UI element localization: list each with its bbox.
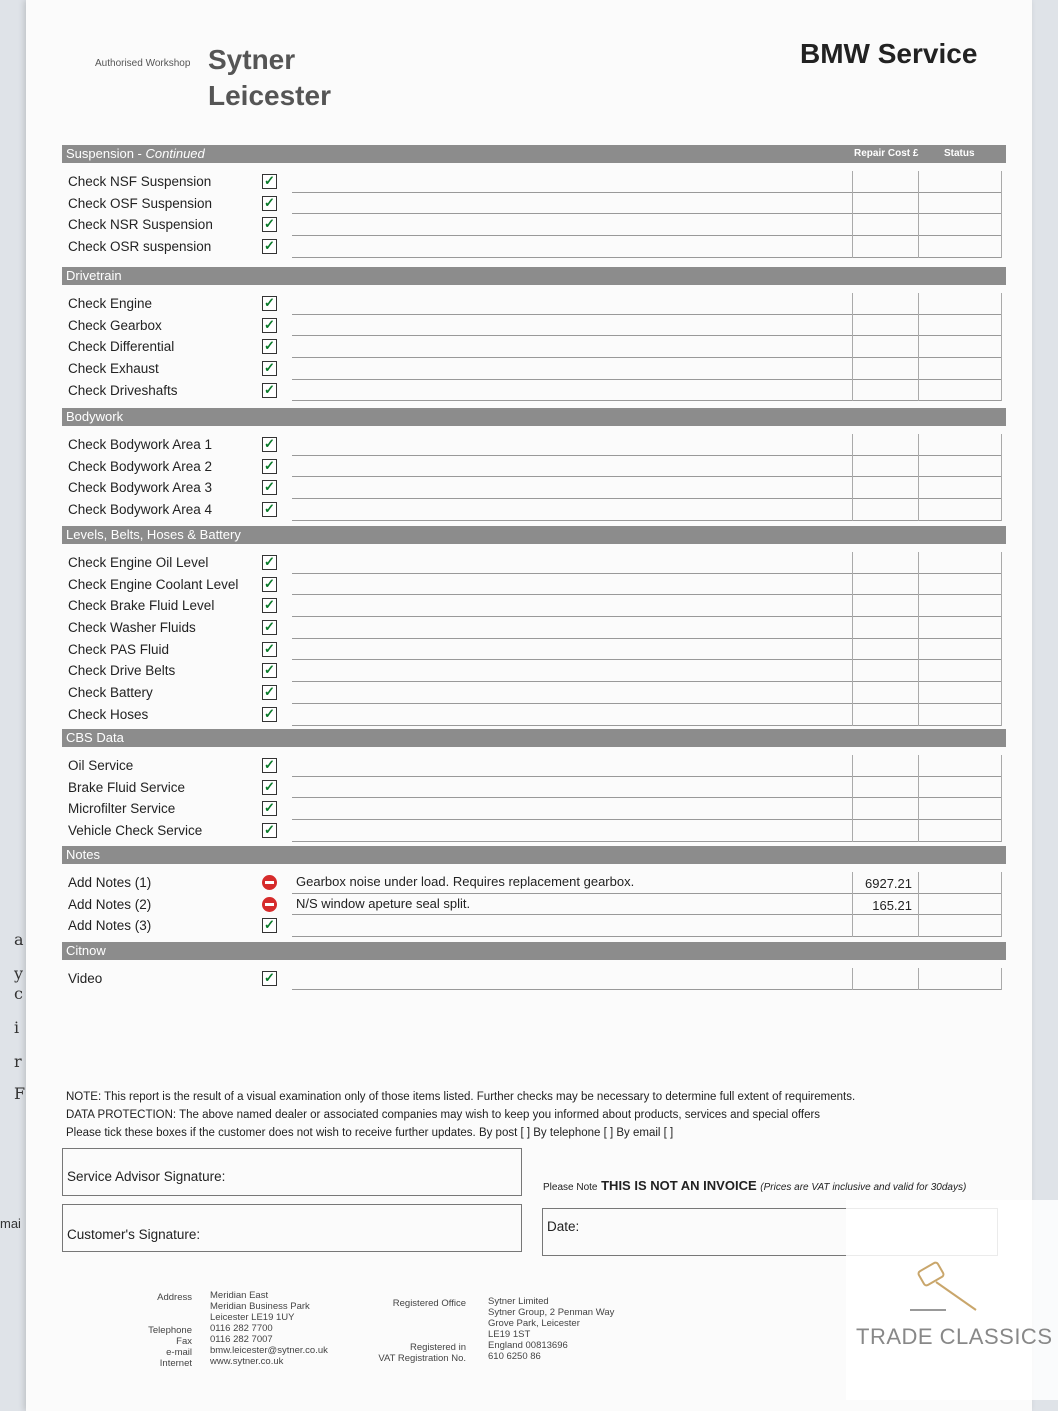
row-rule [852, 293, 853, 315]
row-rule [1001, 477, 1002, 499]
footer-label: Address [157, 1292, 192, 1303]
check-row [62, 660, 1006, 682]
check-label: Check Bodywork Area 3 [68, 480, 213, 496]
row-rule [852, 798, 853, 820]
check-row [62, 704, 1006, 726]
row-rule [918, 336, 919, 358]
margin-letter: F [14, 1084, 26, 1103]
row-rule [918, 682, 919, 704]
checkmark-icon: ✓ [262, 502, 277, 517]
footer-value: bmw.leicester@sytner.co.uk [210, 1345, 328, 1356]
row-rule [1001, 755, 1002, 777]
footer-value: Leicester LE19 1UY [210, 1312, 295, 1323]
check-row [62, 456, 1006, 478]
check-row [62, 193, 1006, 215]
checkmark-icon: ✓ [262, 642, 277, 657]
checkmark-icon: ✓ [262, 174, 277, 189]
row-rule [1001, 499, 1002, 521]
watermark [846, 1200, 1058, 1400]
check-row [62, 214, 1006, 236]
check-row [62, 434, 1006, 456]
check-row [62, 894, 1006, 916]
margin-letter: r [14, 1052, 22, 1071]
section-title-continued: Continued [145, 146, 205, 161]
check-label: Check Battery [68, 685, 153, 701]
disclaimer-note: NOTE: This report is the result of a visual examination only of those items listed. Further checks may be necessary to determine full extent of requirements. [66, 1091, 856, 1103]
row-rule [918, 595, 919, 617]
row-rule [1001, 236, 1002, 258]
check-label: Check Bodywork Area 1 [68, 437, 213, 452]
section-header [62, 526, 1006, 544]
repair-cost: 6927.21 [865, 876, 912, 891]
margin-word: mai [0, 1216, 21, 1231]
check-label: Check Bodywork Area 2 [68, 458, 213, 474]
check-label: Add Notes (3) [68, 918, 152, 934]
check-row [62, 777, 1006, 799]
checkmark-icon: ✓ [262, 577, 277, 592]
footer-values-left [210, 1290, 370, 1367]
row-rule [1001, 968, 1002, 990]
footer-value: England 00813696 [488, 1340, 568, 1351]
checkmark-icon: ✓ [262, 480, 277, 495]
check-label: Oil Service [68, 758, 134, 773]
row-rule [852, 820, 853, 842]
row-rule [1001, 682, 1002, 704]
footer-value: Grove Park, Leicester [488, 1318, 580, 1329]
row-rule [292, 257, 1002, 258]
row-rule [1001, 574, 1002, 596]
row-rule [292, 989, 1002, 990]
checkmark-icon: ✓ [262, 780, 277, 795]
row-rule [918, 236, 919, 258]
row-rule [918, 380, 919, 402]
check-row [62, 820, 1006, 842]
row-rule [852, 682, 853, 704]
check-row [62, 682, 1006, 704]
check-row [62, 315, 1006, 337]
checkmark-icon: ✓ [262, 437, 277, 452]
checkmark-icon: ✓ [262, 663, 277, 678]
section [62, 408, 1006, 521]
section-header [62, 846, 1006, 864]
check-row [62, 380, 1006, 402]
checkmark-icon: ✓ [262, 318, 277, 333]
check-label: Check NSF Suspension [68, 174, 212, 189]
check-label: Check Engine Coolant Level [68, 576, 239, 592]
dealer-line-2: Leicester [208, 80, 331, 111]
section-header [62, 267, 1006, 285]
check-row [62, 755, 1006, 777]
row-rule [292, 936, 1002, 937]
checkmark-icon: ✓ [262, 758, 277, 773]
footer-values-right [488, 1296, 638, 1362]
footer-value: 610 6250 86 [488, 1351, 541, 1362]
footer-value: Sytner Limited [488, 1296, 549, 1307]
check-label: Check PAS Fluid [68, 641, 170, 657]
row-rule [852, 777, 853, 799]
footer-label: Telephone [148, 1325, 192, 1336]
row-rule [1001, 293, 1002, 315]
advisor-signature-box[interactable] [62, 1148, 522, 1196]
row-rule [852, 704, 853, 726]
check-label: Check Exhaust [68, 361, 159, 377]
authorised-label: Authorised Workshop [95, 58, 191, 69]
row-rule [852, 171, 853, 193]
check-row [62, 293, 1006, 315]
row-rule [918, 193, 919, 215]
check-label: Microfilter Service [68, 801, 176, 817]
row-rule [918, 214, 919, 236]
check-row [62, 358, 1006, 380]
checkmark-icon: ✓ [262, 598, 277, 613]
section [62, 526, 1006, 726]
section-title: Levels, Belts, Hoses & Battery [66, 527, 241, 542]
footer-value: www.sytner.co.uk [210, 1356, 284, 1367]
section-title: Bodywork [66, 409, 124, 424]
check-label: Check Differential [68, 339, 175, 355]
row-rule [1001, 380, 1002, 402]
check-row [62, 477, 1006, 499]
margin-letter: i [14, 1018, 20, 1037]
row-rule [918, 552, 919, 574]
check-row [62, 499, 1006, 521]
check-label: Brake Fluid Service [68, 779, 186, 795]
row-rule [918, 358, 919, 380]
footer-value: Meridian Business Park [210, 1301, 310, 1312]
row-rule [918, 639, 919, 661]
row-rule [292, 841, 1002, 842]
section-title: CBS Data [66, 730, 124, 745]
row-rule [292, 725, 1002, 726]
checkmark-icon: ✓ [262, 685, 277, 700]
row-rule [1001, 704, 1002, 726]
row-rule [918, 434, 919, 456]
dealer-line-1: Sytner [208, 44, 296, 75]
checkmark-icon: ✓ [262, 361, 277, 376]
check-label: Check Brake Fluid Level [68, 598, 215, 614]
row-rule [852, 915, 853, 937]
check-label: Add Notes (2) [68, 896, 152, 912]
section [62, 846, 1006, 937]
check-row [62, 236, 1006, 258]
check-row [62, 595, 1006, 617]
row-rule [918, 293, 919, 315]
footer-label: Registered in [410, 1342, 466, 1353]
section [62, 729, 1006, 842]
check-label: Check OSF Suspension [68, 195, 213, 211]
footer-label: Internet [159, 1358, 192, 1369]
row-rule [852, 193, 853, 215]
margin-letter: a [14, 930, 24, 949]
footer-label: Fax [176, 1336, 192, 1347]
row-rule [852, 894, 853, 916]
check-label: Check Driveshafts [68, 382, 178, 398]
row-rule [1001, 336, 1002, 358]
row-rule [1001, 552, 1002, 574]
check-label: Check Gearbox [68, 317, 162, 333]
footer-label: VAT Registration No. [378, 1353, 466, 1364]
row-rule [918, 777, 919, 799]
checkmark-icon: ✓ [262, 707, 277, 722]
no-entry-icon [262, 875, 277, 890]
status-header: Status [944, 148, 975, 159]
check-row [62, 798, 1006, 820]
section-title: Citnow [66, 943, 106, 958]
check-row [62, 968, 1006, 990]
row-rule [852, 595, 853, 617]
check-row [62, 336, 1006, 358]
gavel-icon [906, 1260, 996, 1320]
row-rule [292, 400, 1002, 401]
repair-cost: 165.21 [872, 897, 912, 913]
footer-value: 0116 282 7700 [210, 1323, 273, 1334]
check-row [62, 617, 1006, 639]
footer-value: Sytner Group, 2 Penman Way [488, 1307, 615, 1318]
brand-logo: BMW Service [800, 38, 978, 69]
footer-value: 0116 282 7007 [210, 1334, 273, 1345]
check-label: Check Bodywork Area 4 [68, 502, 213, 518]
check-label: Check Engine Oil Level [68, 555, 209, 570]
margin-letter: c [14, 984, 23, 1003]
please-note: Please Note [543, 1182, 598, 1193]
row-rule [918, 820, 919, 842]
row-rule [1001, 639, 1002, 661]
section [62, 942, 1006, 990]
checkmark-icon: ✓ [262, 383, 277, 398]
not-invoice: THIS IS NOT AN INVOICE [601, 1178, 757, 1193]
row-rule [1001, 358, 1002, 380]
invoice-notice [543, 1178, 966, 1193]
row-rule [1001, 214, 1002, 236]
row-rule [1001, 434, 1002, 456]
row-rule [852, 236, 853, 258]
row-rule [852, 358, 853, 380]
disclaimer [66, 1088, 855, 1142]
checkmark-icon: ✓ [262, 801, 277, 816]
row-rule [918, 872, 919, 894]
footer-labels-left [120, 1292, 192, 1369]
checkmark-icon: ✓ [262, 296, 277, 311]
checkmark-icon: ✓ [262, 918, 277, 933]
row-rule [918, 660, 919, 682]
row-rule [1001, 820, 1002, 842]
footer-label: Registered Office [392, 1298, 466, 1309]
row-rule [1001, 171, 1002, 193]
row-rule [918, 894, 919, 916]
row-rule [292, 520, 1002, 521]
row-rule [852, 434, 853, 456]
date-label: Date: [547, 1219, 580, 1234]
row-rule [852, 499, 853, 521]
row-rule [918, 798, 919, 820]
customer-signature-label: Customer's Signature: [67, 1227, 201, 1242]
vat-note: (Prices are VAT inclusive and valid for 30days) [760, 1182, 967, 1193]
section-header [62, 408, 1006, 426]
row-rule [1001, 193, 1002, 215]
row-rule [918, 477, 919, 499]
check-label: Check Drive Belts [68, 663, 176, 679]
checkmark-icon: ✓ [262, 823, 277, 838]
checkmark-icon: ✓ [262, 239, 277, 254]
note-text: N/S window apeture seal split. [296, 895, 471, 911]
section-header [62, 729, 1006, 747]
checkmark-icon: ✓ [262, 555, 277, 570]
section [62, 267, 1006, 401]
section-title: Notes [66, 847, 100, 862]
row-rule [852, 214, 853, 236]
note-text: Gearbox noise under load. Requires replacement gearbox. [296, 874, 635, 889]
row-rule [918, 171, 919, 193]
row-rule [918, 499, 919, 521]
footer-label: e-mail [166, 1347, 192, 1358]
row-rule [852, 639, 853, 661]
row-rule [852, 552, 853, 574]
checkmark-icon: ✓ [262, 339, 277, 354]
row-rule [852, 477, 853, 499]
checkmark-icon: ✓ [262, 459, 277, 474]
footer-value: Meridian East [210, 1290, 269, 1301]
check-row [62, 171, 1006, 193]
repair-cost-header: Repair Cost £ [854, 148, 919, 159]
margin-letter: y [14, 964, 24, 983]
row-rule [918, 755, 919, 777]
row-rule [918, 574, 919, 596]
row-rule [918, 704, 919, 726]
row-rule [852, 315, 853, 337]
check-label: Check Hoses [68, 706, 149, 722]
row-rule [1001, 915, 1002, 937]
check-row [62, 552, 1006, 574]
check-row [62, 639, 1006, 661]
no-entry-icon [262, 897, 277, 912]
checkmark-icon: ✓ [262, 196, 277, 211]
row-rule [852, 456, 853, 478]
row-rule [852, 617, 853, 639]
row-rule [918, 915, 919, 937]
row-rule [918, 456, 919, 478]
row-rule [852, 380, 853, 402]
section-title: Suspension - [66, 146, 146, 161]
checkmark-icon: ✓ [262, 971, 277, 986]
row-rule [852, 574, 853, 596]
row-rule [852, 872, 853, 894]
row-rule [1001, 660, 1002, 682]
section-title: Drivetrain [66, 268, 122, 283]
row-rule [1001, 315, 1002, 337]
dealer-name [208, 42, 331, 114]
check-label: Video [68, 971, 103, 986]
row-rule [852, 968, 853, 990]
row-rule [918, 315, 919, 337]
check-label: Add Notes (1) [68, 875, 152, 890]
row-rule [1001, 617, 1002, 639]
check-row [62, 574, 1006, 596]
check-label: Check Washer Fluids [68, 620, 196, 636]
checkmark-icon: ✓ [262, 217, 277, 232]
check-row [62, 915, 1006, 937]
section [62, 145, 1006, 258]
opt-out-line: Please tick these boxes if the customer does not wish to receive further updates. By post [ ] By telephone [ ] By email [ ] [66, 1127, 674, 1139]
customer-signature-box[interactable] [62, 1204, 522, 1252]
watermark-text: TRADE CLASSICS [856, 1324, 1053, 1349]
check-label: Check Engine [68, 296, 153, 311]
row-rule [1001, 894, 1002, 916]
check-label: Check NSR Suspension [68, 217, 213, 233]
checkmark-icon: ✓ [262, 620, 277, 635]
data-protection: DATA PROTECTION: The above named dealer or associated companies may wish to keep you informed about products, services and special offers [66, 1109, 821, 1121]
row-rule [918, 617, 919, 639]
row-rule [1001, 456, 1002, 478]
check-label: Check OSR suspension [68, 239, 212, 255]
row-rule [1001, 872, 1002, 894]
check-label: Vehicle Check Service [68, 823, 203, 839]
advisor-signature-label: Service Advisor Signature: [67, 1169, 226, 1184]
section-header [62, 942, 1006, 960]
row-rule [852, 660, 853, 682]
row-rule [852, 755, 853, 777]
row-rule [918, 968, 919, 990]
row-rule [852, 336, 853, 358]
section-header [62, 145, 1006, 163]
footer-value: LE19 1ST [488, 1329, 531, 1340]
footer-labels-right [360, 1298, 466, 1364]
row-rule [1001, 798, 1002, 820]
row-rule [1001, 595, 1002, 617]
check-row [62, 872, 1006, 894]
row-rule [1001, 777, 1002, 799]
